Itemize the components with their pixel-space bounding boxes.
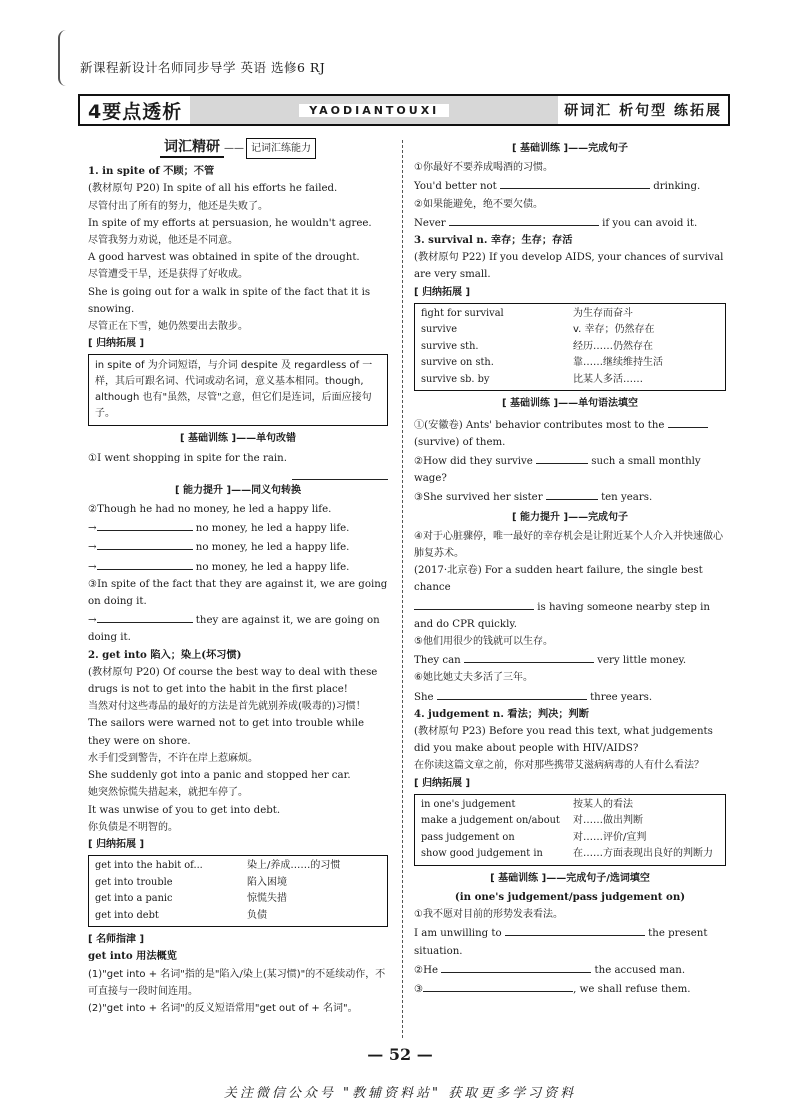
- exercise-answer-line: She three years.: [414, 687, 726, 706]
- example-line: (教材原句 P20) Of course the best way to deal with these drugs is not to get into the habit in the first place!: [88, 666, 378, 696]
- word-3-title: 3. survival n. 幸存；生存；存活: [414, 234, 573, 247]
- tag-summary: [ 归纳拓展 ]: [414, 284, 470, 301]
- answer-blank[interactable]: [500, 176, 650, 189]
- example-line: 水手们受到警告，不许在岸上惹麻烦。: [88, 752, 258, 764]
- vocab-section-heading: 词汇精研 —— 记词汇练能力: [88, 138, 388, 159]
- exercise-answer-line: ②He the accused man.: [414, 960, 726, 979]
- table-row: survive on sth. 靠……继续维持生活: [421, 357, 663, 369]
- answer-blank[interactable]: [423, 979, 573, 992]
- answer-blank[interactable]: [97, 518, 193, 531]
- answer-blank[interactable]: [536, 451, 588, 464]
- exercise-heading: [ 基础训练 ] ——单句改错: [88, 430, 388, 447]
- exercise-item: ⑥她比她丈夫多活了三年。: [414, 672, 533, 684]
- exercise-heading: [ 基础训练 ] ——单句语法填空: [414, 395, 726, 412]
- table-row: survive sb. by 比某人多活……: [421, 373, 643, 385]
- tag-summary: [ 归纳拓展 ]: [88, 335, 144, 352]
- exercise-item: ②如果能避免，绝不要欠债。: [414, 198, 543, 210]
- banner-subtitle: 研词汇 析句型 练拓展: [558, 94, 730, 126]
- word-1-title: 1. in spite of 不顾；不管: [88, 165, 215, 178]
- choice-list: (in one's judgement/pass judgement on): [454, 891, 686, 903]
- exercise-answer-line: ②How did they survive such a small monthly wage?: [414, 451, 726, 487]
- usage-item: (2)"get into + 名词"的反义短语常用"get out of + 名词"。: [88, 1002, 358, 1014]
- exercise-answer-line: → they are against it, we are going on doing it.: [88, 610, 388, 646]
- header-bracket: [58, 30, 70, 86]
- example-line: 尽管正在下雪，她仍然要出去散步。: [88, 321, 248, 333]
- phrase-table: [414, 303, 726, 392]
- word-4-title: 4. judgement n. 看法；判决；判断: [414, 707, 589, 720]
- answer-blank[interactable]: [97, 537, 193, 550]
- exercise-answer-line: → no money, he led a happy life.: [88, 557, 388, 576]
- exercise-item: (2017·北京卷) For a sudden heart failure, the single best chance: [414, 565, 703, 594]
- tag-summary: [ 归纳拓展 ]: [414, 775, 470, 792]
- example-line: It was unwise of you to get into debt.: [88, 804, 281, 816]
- example-line: She is going out for a walk in spite of the fact that it is snowing.: [88, 286, 371, 315]
- footer-note: 关注微信公众号 "教辅资料站" 获取更多学习资料: [223, 1086, 577, 1101]
- usage-title: get into 用法概览: [88, 950, 177, 963]
- example-line: 尽管遭受干旱，还是获得了好收成。: [88, 269, 248, 281]
- table-row: get into debt 负债: [95, 909, 267, 921]
- exercise-answer-line: They can very little money.: [414, 650, 726, 669]
- left-column: [88, 138, 388, 1017]
- right-column: [414, 138, 726, 998]
- answer-blank[interactable]: [668, 415, 708, 428]
- exercise-answer-line: (survive) of them.: [414, 436, 506, 448]
- answer-blank[interactable]: [97, 557, 193, 570]
- table-row: survive v. 幸存；仍然存在: [421, 324, 655, 336]
- exercise-answer-line: ③She survived her sister ten years.: [414, 487, 726, 506]
- table-row: get into a panic 惊慌失措: [95, 893, 287, 905]
- exercise-answer-line: You'd better not drinking.: [414, 176, 726, 195]
- exercise-answer-line: Never if you can avoid it.: [414, 213, 726, 232]
- exercise-answer-line: ③ , we shall refuse them.: [414, 979, 726, 998]
- tag-summary: [ 归纳拓展 ]: [88, 836, 144, 853]
- phrase-table: [88, 855, 388, 927]
- phrase-table: [414, 794, 726, 866]
- usage-item: (1)"get into + 名词"指的是"陷入/染上(某习惯)"的不延续动作，不可直接与一段时间连用。: [88, 968, 386, 997]
- exercise-answer-line: → no money, he led a happy life.: [88, 518, 388, 537]
- answer-blank[interactable]: [546, 487, 598, 500]
- example-line: 尽管付出了所有的努力，他还是失败了。: [88, 200, 268, 212]
- exercise-answer-line: I am unwilling to the present situation.: [414, 923, 726, 959]
- tag-tips: [ 名师指津 ]: [88, 931, 144, 948]
- answer-blank[interactable]: [464, 650, 594, 663]
- example-line: In spite of my efforts at persuasion, he wouldn't agree.: [88, 217, 372, 229]
- example-line: 在你读这篇文章之前，你对那些携带艾滋病病毒的人有什么看法？: [414, 760, 704, 772]
- table-row: in one's judgement 按某人的看法: [421, 798, 633, 810]
- exercise-item: ③In spite of the fact that they are against it, we are going on doing it.: [88, 578, 388, 608]
- answer-blank[interactable]: [97, 610, 193, 623]
- page-number: — 52 —: [367, 1045, 433, 1064]
- summary-box: in spite of 为介词短语，与介词 despite 及 regardless of 一样，其后可跟名词、代词或动名词，意义基本相同。though, although 也有"虽然，尽管"之意，但它们是连词，后面应接句子。: [88, 354, 388, 426]
- exercise-heading: [ 基础训练 ] ——完成句子: [414, 140, 726, 157]
- answer-blank[interactable]: [292, 467, 388, 480]
- example-line: 尽管我努力劝说，他还是不同意。: [88, 235, 238, 247]
- answer-blank[interactable]: [414, 597, 534, 610]
- exercise-heading: [ 基础训练 ] ——完成句子/选词填空: [414, 870, 726, 887]
- banner-number: 4要点透析: [78, 94, 190, 126]
- table-row: fight for survival 为生存而奋斗: [421, 307, 633, 319]
- example-line: 她突然惊慌失措起来，就把车停了。: [88, 787, 248, 799]
- example-line: (教材原句 P20) In spite of all his efforts he failed.: [88, 183, 338, 195]
- answer-blank[interactable]: [437, 687, 587, 700]
- section-title: 词汇精研: [160, 139, 224, 158]
- column-divider: [402, 140, 403, 1038]
- table-row: make a judgement on/about 对……做出判断: [421, 815, 643, 827]
- table-row: show good judgement in 在……方面表现出良好的判断力: [421, 848, 713, 860]
- exercise-item: ①I went shopping in spite for the rain.: [88, 452, 287, 464]
- example-line: (教材原句 P23) Before you read this text, what judgements did you make about people with HIV/AIDS?: [414, 725, 713, 755]
- exercise-answer-line: → no money, he led a happy life.: [88, 537, 388, 556]
- table-row: get into the habit of... 染上/养成……的习惯: [95, 860, 341, 872]
- exercise-item: ④对于心脏骤停，唯一最好的幸存机会是让附近某个人介入并快速做心肺复苏术。: [414, 530, 723, 559]
- section-banner: [78, 94, 730, 126]
- answer-blank[interactable]: [449, 213, 599, 226]
- example-line: She suddenly got into a panic and stopped her car.: [88, 770, 351, 782]
- answer-blank[interactable]: [505, 923, 645, 936]
- exercise-answer-line: is having someone nearby step in and do CPR quickly.: [414, 597, 726, 633]
- exercise-item: ①你最好不要养成喝酒的习惯。: [414, 162, 553, 174]
- example-line: A good harvest was obtained in spite of the drought.: [88, 252, 360, 264]
- example-line: 你负债是不明智的。: [88, 821, 178, 833]
- book-header: 新课程新设计名师同步导学 英语 选修6 RJ: [80, 60, 326, 75]
- section-subtitle: 记词汇练能力: [246, 138, 316, 159]
- exercise-heading: [ 能力提升 ] ——同义句转换: [88, 482, 388, 499]
- table-row: survive sth. 经历……仍然存在: [421, 340, 653, 352]
- exercise-heading: [ 能力提升 ] ——完成句子: [414, 509, 726, 526]
- table-row: pass judgement on 对……评价/宣判: [421, 831, 647, 843]
- table-row: get into trouble 陷入困境: [95, 876, 287, 888]
- exercise-item: ②Though he had no money, he led a happy life.: [88, 504, 332, 516]
- example-line: 当然对付这些毒品的最好的方法是首先就别养成(吸毒的)习惯！: [88, 701, 366, 713]
- example-line: (教材原句 P22) If you develop AIDS, your chances of survival are very small.: [414, 252, 724, 281]
- answer-blank[interactable]: [441, 960, 591, 973]
- banner-pinyin: YAODIANTOUXI: [190, 94, 558, 126]
- exercise-item: ⑤他们用很少的钱就可以生存。: [414, 635, 553, 647]
- exercise-item: ①我不愿对目前的形势发表看法。: [414, 909, 563, 921]
- exercise-answer-line: ①(安徽卷) Ants' behavior contributes most to the: [414, 415, 726, 434]
- word-2-title: 2. get into 陷入；染上(坏习惯): [88, 648, 242, 661]
- example-line: The sailors were warned not to get into trouble while they were on shore.: [88, 718, 365, 747]
